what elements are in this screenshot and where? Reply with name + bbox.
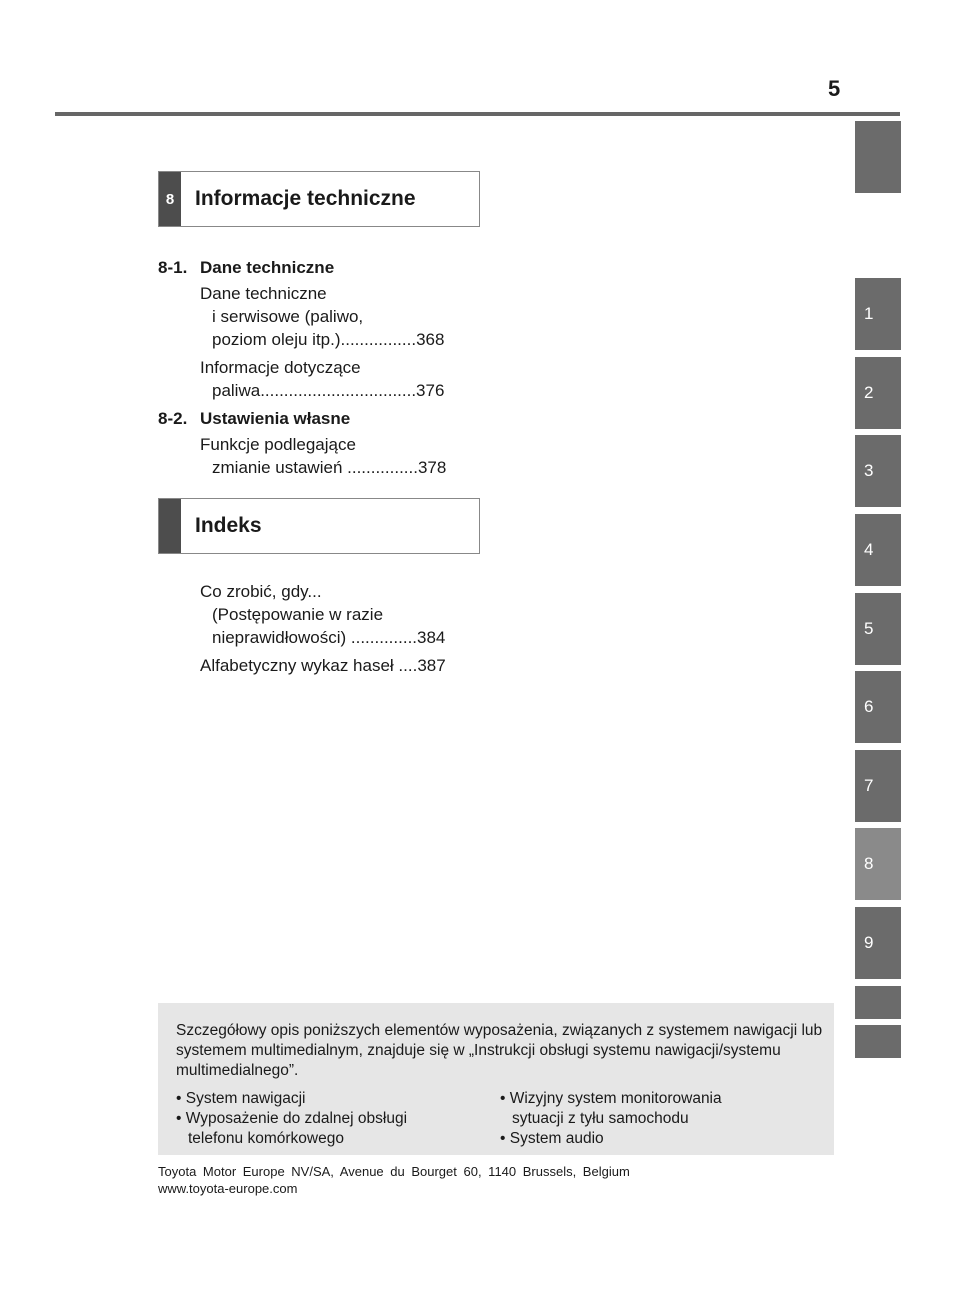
entry-title: Funkcje podlegające xyxy=(200,435,356,454)
navigation-info-box xyxy=(158,1003,834,1155)
publisher-url[interactable]: www.toyota-europe.com xyxy=(158,1181,298,1196)
chapter-tab-blank-top[interactable] xyxy=(855,121,901,193)
entry-title: Dane techniczne xyxy=(200,284,327,303)
info-bullet: • Wyposażenie do zdalnej obsługi xyxy=(176,1110,408,1127)
section-title: Informacje techniczne xyxy=(195,187,416,210)
entry-title: Co zrobić, gdy... xyxy=(200,582,322,601)
chapter-number: 8-2. xyxy=(158,409,188,428)
chapter-tab-5[interactable]: 5 xyxy=(855,593,901,665)
entry-title: Alfabetyczny wykaz haseł ....387 xyxy=(200,656,446,675)
info-bullet-continuation: sytuacji z tyłu samochodu xyxy=(512,1110,689,1127)
info-left-column xyxy=(176,1089,500,1149)
chapter-tab-8[interactable]: 8 xyxy=(855,828,901,900)
info-bullet: • Wizyjny system monitorowania xyxy=(500,1090,722,1107)
toc-section-8 xyxy=(158,253,446,484)
section-title: Indeks xyxy=(195,514,262,537)
toc-entry[interactable] xyxy=(200,654,446,677)
entry-continuation: poziom oleju itp.)................368 xyxy=(212,330,445,349)
top-rule xyxy=(55,112,900,116)
section-number-badge: 8 xyxy=(159,172,181,226)
info-right-column xyxy=(500,1089,824,1149)
chapter-tab-2[interactable]: 2 xyxy=(855,357,901,429)
toc-entry[interactable] xyxy=(200,356,446,402)
toc-index xyxy=(158,580,446,682)
chapter-tab-4[interactable]: 4 xyxy=(855,514,901,586)
toc-chapter[interactable] xyxy=(158,256,446,279)
entry-continuation: paliwa.................................376 xyxy=(212,381,445,400)
toc-entry[interactable] xyxy=(200,433,446,479)
entry-continuation: (Postępowanie w razie xyxy=(212,605,384,624)
chapter-tab-9[interactable]: 9 xyxy=(855,907,901,979)
chapter-tab-7[interactable]: 7 xyxy=(855,750,901,822)
chapter-tab-3[interactable]: 3 xyxy=(855,435,901,507)
entry-continuation: nieprawidłowości) ..............384 xyxy=(212,628,446,647)
page-number: 5 xyxy=(828,76,841,101)
chapter-tab-blank-bottom-b[interactable] xyxy=(855,1025,901,1058)
entry-title: Informacje dotyczące xyxy=(200,358,361,377)
info-bullet-continuation: telefonu komórkowego xyxy=(188,1130,344,1147)
chapter-number: 8-1. xyxy=(158,258,188,277)
chapter-title: Ustawienia własne xyxy=(200,409,351,428)
chapter-tab-6[interactable]: 6 xyxy=(855,671,901,743)
info-bullet: • System audio xyxy=(500,1130,604,1147)
publisher-address: Toyota Motor Europe NV/SA, Avenue du Bourget 60, 1140 Brussels, Belgium xyxy=(158,1164,630,1179)
info-bullet: • System nawigacji xyxy=(176,1090,306,1107)
info-intro: Szczegółowy opis poniższych elementów wyposażenia, związanych z systemem nawigacji lub systemem multimedialnym, znajduje się w „Instrukcji obsługi systemu nawigacji/systemu multimedialnego”. xyxy=(176,1022,823,1079)
toc-entry[interactable] xyxy=(200,282,446,351)
toc-entry[interactable] xyxy=(200,580,446,649)
section-badge xyxy=(159,499,181,553)
entry-continuation: i serwisowe (paliwo, xyxy=(212,307,364,326)
chapter-tab-1[interactable]: 1 xyxy=(855,278,901,350)
section-header-index xyxy=(158,498,480,554)
toc-chapter[interactable] xyxy=(158,407,446,430)
chapter-title: Dane techniczne xyxy=(200,258,335,277)
publisher-footer xyxy=(158,1163,630,1197)
section-header-technical-info xyxy=(158,171,480,227)
chapter-tab-blank-bottom-a[interactable] xyxy=(855,986,901,1019)
entry-continuation: zmianie ustawień ...............378 xyxy=(212,458,447,477)
